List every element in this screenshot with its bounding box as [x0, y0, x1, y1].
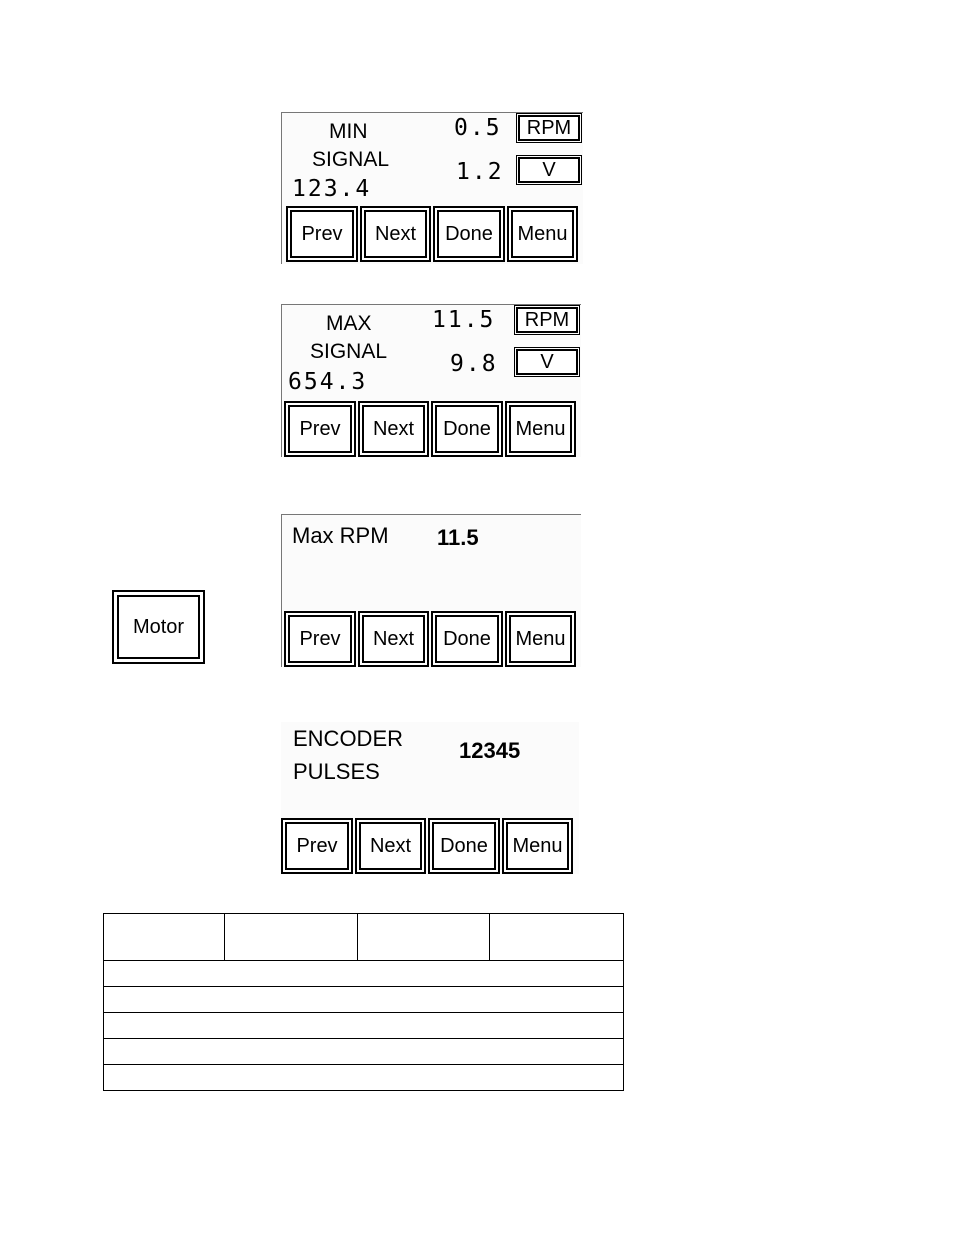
next-button[interactable]: Next	[358, 401, 429, 457]
rpm-unit-button[interactable]: RPM	[518, 115, 580, 141]
table-header-row	[104, 914, 624, 961]
table-cell	[104, 1039, 624, 1065]
screen-label-line2: SIGNAL	[312, 148, 390, 171]
encoder-pulses-screen	[281, 722, 579, 874]
prev-button[interactable]: Prev	[286, 206, 358, 262]
voltage-value: 9.8	[450, 351, 498, 377]
table-cell	[104, 914, 225, 961]
button-row	[286, 206, 580, 262]
screen-label-line2: SIGNAL	[310, 340, 388, 363]
max-rpm-value: 11.5	[437, 525, 479, 550]
max-rpm-screen	[281, 514, 581, 667]
next-button[interactable]: Next	[360, 206, 431, 262]
table-cell	[104, 1013, 624, 1039]
max-rpm-label: Max RPM	[292, 523, 389, 548]
table-cell	[104, 1065, 624, 1091]
table-row	[104, 1065, 624, 1091]
screen-label-line1: ENCODER	[293, 726, 404, 751]
table-row	[104, 987, 624, 1013]
done-button[interactable]: Done	[431, 401, 503, 457]
next-button[interactable]: Next	[355, 818, 426, 874]
min-signal-screen	[281, 112, 583, 264]
prev-button[interactable]: Prev	[284, 611, 356, 667]
voltage-unit-button[interactable]: V	[516, 349, 578, 375]
done-button[interactable]: Done	[428, 818, 500, 874]
screen-label-line1: MIN	[329, 120, 368, 143]
table-cell	[225, 914, 358, 961]
table-row	[104, 961, 624, 987]
done-button[interactable]: Done	[433, 206, 505, 262]
signal-reading: 123.4	[292, 176, 372, 202]
menu-button[interactable]: Menu	[502, 818, 573, 874]
signal-reading: 654.3	[288, 369, 368, 395]
voltage-unit-button[interactable]: V	[518, 157, 580, 183]
button-row	[281, 818, 575, 874]
rpm-unit-button[interactable]: RPM	[516, 307, 578, 333]
voltage-value: 1.2	[456, 159, 504, 185]
button-row	[284, 611, 578, 667]
table-cell	[358, 914, 490, 961]
next-button[interactable]: Next	[358, 611, 429, 667]
max-signal-screen	[281, 304, 581, 457]
motor-button[interactable]: Motor	[112, 590, 205, 664]
screen-label-line2: PULSES	[293, 759, 380, 784]
menu-button[interactable]: Menu	[505, 611, 576, 667]
done-button[interactable]: Done	[431, 611, 503, 667]
empty-table	[103, 913, 624, 1091]
menu-button[interactable]: Menu	[507, 206, 578, 262]
table-cell	[490, 914, 624, 961]
table-cell	[104, 961, 624, 987]
button-row	[284, 401, 578, 457]
table-cell	[104, 987, 624, 1013]
prev-button[interactable]: Prev	[281, 818, 353, 874]
table-row	[104, 1039, 624, 1065]
rpm-value: 11.5	[432, 307, 496, 333]
prev-button[interactable]: Prev	[284, 401, 356, 457]
encoder-pulses-value: 12345	[459, 738, 521, 763]
rpm-value: 0.5	[454, 115, 502, 141]
menu-button[interactable]: Menu	[505, 401, 576, 457]
screen-label-line1: MAX	[326, 312, 372, 335]
table-row	[104, 1013, 624, 1039]
